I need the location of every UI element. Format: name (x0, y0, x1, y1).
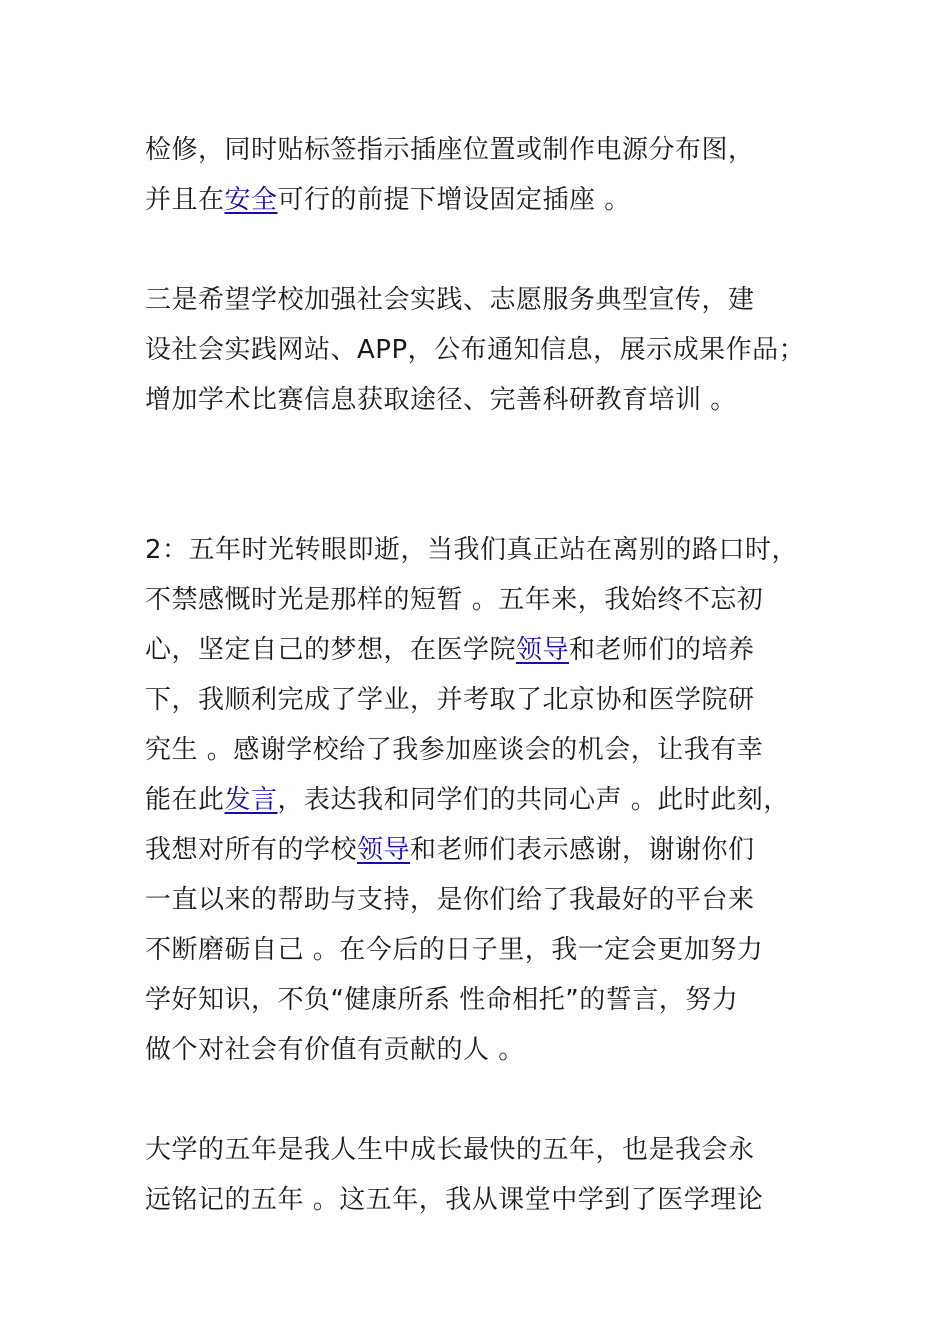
text-segment: 学好知识，不负“健康所系 性命相托”的誓言，努力 (145, 985, 739, 1015)
text-line (145, 975, 835, 1025)
text-segment: 和老师们的培养 (569, 635, 755, 665)
text-line (145, 725, 835, 775)
text-segment: 增加学术比赛信息获取途径、完善科研教育培训 。 (145, 385, 737, 415)
text-segment: 设社会实践网站、APP，公布通知信息，展示成果作品； (145, 335, 806, 365)
text-segment: ，表达我和同学们的共同心声 。此时此刻， (277, 785, 790, 815)
text-segment: 可行的前提下增设固定插座 。 (277, 185, 631, 215)
text-segment: 和老师们表示感谢，谢谢你们 (410, 835, 755, 865)
text-line (145, 875, 835, 925)
text-line (145, 1025, 835, 1075)
text-line (145, 1175, 835, 1225)
text-segment: 我想对所有的学校 (145, 835, 358, 865)
text-segment: 一直以来的帮助与支持，是你们给了我最好的平台来 (145, 885, 755, 915)
text-line (145, 1125, 835, 1175)
text-segment: 做个对社会有价值有贡献的人 。 (145, 1035, 525, 1065)
text-segment: 能在此 (145, 785, 225, 815)
text-segment: 大学的五年是我人生中成长最快的五年，也是我会永 (145, 1135, 755, 1165)
text-segment: 究生 。感谢学校给了我参加座谈会的机会，让我有幸 (145, 735, 764, 765)
text-segment: 心，坚定自己的梦想，在医学院 (145, 635, 517, 665)
text-segment: 三是希望学校加强社会实践、志愿服务典型宣传，建 (145, 285, 755, 315)
text-segment: 检修，同时贴标签指示插座位置或制作电源分布图， (145, 135, 755, 165)
text-segment: 远铭记的五年 。这五年，我从课堂中学到了医学理论 (145, 1185, 764, 1215)
keyword-link[interactable]: 安全 (224, 185, 278, 215)
text-line (145, 675, 835, 725)
text-segment: 不断磨砺自己 。在今后的日子里，我一定会更加努力 (145, 935, 764, 965)
text-segment: 下，我顺利完成了学业，并考取了北京协和医学院研 (145, 685, 755, 715)
text-line (145, 575, 835, 625)
text-segment: 不禁感慨时光是那样的短暂 。五年来，我始终不忘初 (145, 585, 764, 615)
paragraph-graduate-speech (145, 525, 835, 1075)
text-line (145, 825, 835, 875)
text-segment: 并且在 (145, 185, 225, 215)
text-line (145, 325, 835, 375)
text-line (145, 525, 835, 575)
text-line (145, 775, 835, 825)
keyword-link[interactable]: 发言 (224, 785, 278, 815)
text-line (145, 275, 835, 325)
text-line (145, 375, 835, 425)
paragraph-suggestion-outlets (145, 125, 835, 225)
text-line (145, 925, 835, 975)
text-line (145, 625, 835, 675)
paragraph-suggestion-social-practice (145, 275, 835, 425)
text-line (145, 125, 835, 175)
text-line (145, 175, 835, 225)
keyword-link[interactable]: 领导 (516, 635, 570, 665)
text-segment: 2：五年时光转眼即逝，当我们真正站在离别的路口时， (145, 535, 799, 565)
keyword-link[interactable]: 领导 (357, 835, 411, 865)
paragraph-five-years-reflection (145, 1125, 835, 1225)
